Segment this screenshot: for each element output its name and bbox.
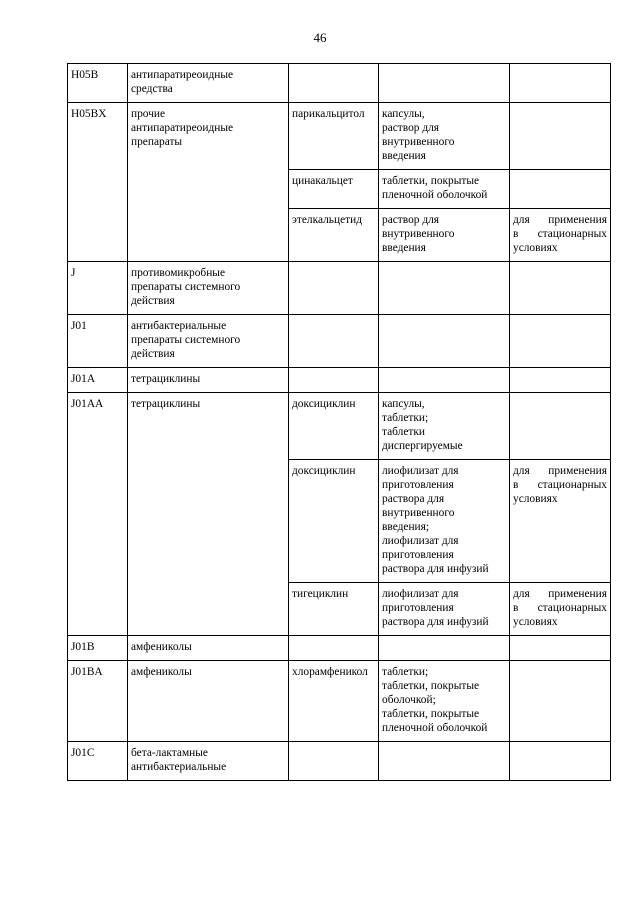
dosage-form: раствор для внутривенного введения — [382, 214, 455, 254]
group-name: амфениколы — [131, 666, 192, 678]
dosage-form: лиофилизат для приготовления раствора для внутривенного введения; лиофилизат для приготовления раствора для инфузий — [382, 465, 489, 575]
atc-code: J01AA — [71, 398, 104, 410]
dosage-form: капсулы, таблетки; таблетки диспергируемые — [382, 398, 463, 452]
drug-name: доксициклин — [292, 398, 356, 410]
atc-code: J01BA — [71, 666, 103, 678]
drug-name: парикальцитол — [292, 108, 365, 120]
group-name: антипаратиреоидные средства — [131, 69, 234, 95]
table-row — [68, 661, 611, 742]
table-row — [68, 262, 611, 315]
atc-code: J01A — [71, 373, 96, 385]
group-name: тетрациклины — [131, 373, 201, 385]
group-name: противомикробные препараты системного действия — [131, 267, 241, 307]
drug-name: цинакальцет — [292, 175, 353, 187]
atc-code: H05BX — [71, 108, 107, 120]
table-row — [68, 315, 611, 368]
table-row — [68, 742, 611, 781]
group-name: амфениколы — [131, 641, 192, 653]
usage-note: для применения в стационарных условиях — [513, 465, 607, 505]
table-row — [68, 103, 611, 170]
table-row — [68, 393, 611, 460]
dosage-form: лиофилизат для приготовления раствора для инфузий — [382, 588, 489, 628]
usage-note: для применения в стационарных условиях — [513, 214, 607, 254]
page-number: 46 — [313, 30, 327, 45]
dosage-form: капсулы, раствор для внутривенного введения — [382, 108, 455, 162]
table-row — [68, 368, 611, 393]
table-row — [68, 64, 611, 103]
drug-table — [67, 63, 611, 781]
atc-code: J01C — [71, 747, 95, 759]
atc-code: J01B — [71, 641, 95, 653]
drug-name: доксициклин — [292, 465, 356, 477]
atc-code: H05B — [71, 69, 99, 81]
table-row — [68, 636, 611, 661]
usage-note: для применения в стационарных условиях — [513, 588, 607, 628]
drug-name: хлорамфеникол — [292, 666, 368, 678]
drug-name: этелкальцетид — [292, 214, 363, 226]
group-name: тетрациклины — [131, 398, 201, 410]
dosage-form: таблетки; таблетки, покрытые оболочкой; таблетки, покрытые пленочной оболочкой — [382, 666, 488, 734]
dosage-form: таблетки, покрытые пленочной оболочкой — [382, 175, 488, 201]
group-name: прочие антипаратиреоидные препараты — [131, 108, 234, 148]
atc-code: J — [71, 267, 76, 279]
atc-code: J01 — [71, 320, 87, 332]
group-name: антибактериальные препараты системного действия — [131, 320, 241, 360]
group-name: бета-лактамные антибактериальные — [131, 747, 227, 773]
drug-name: тигециклин — [292, 588, 349, 600]
